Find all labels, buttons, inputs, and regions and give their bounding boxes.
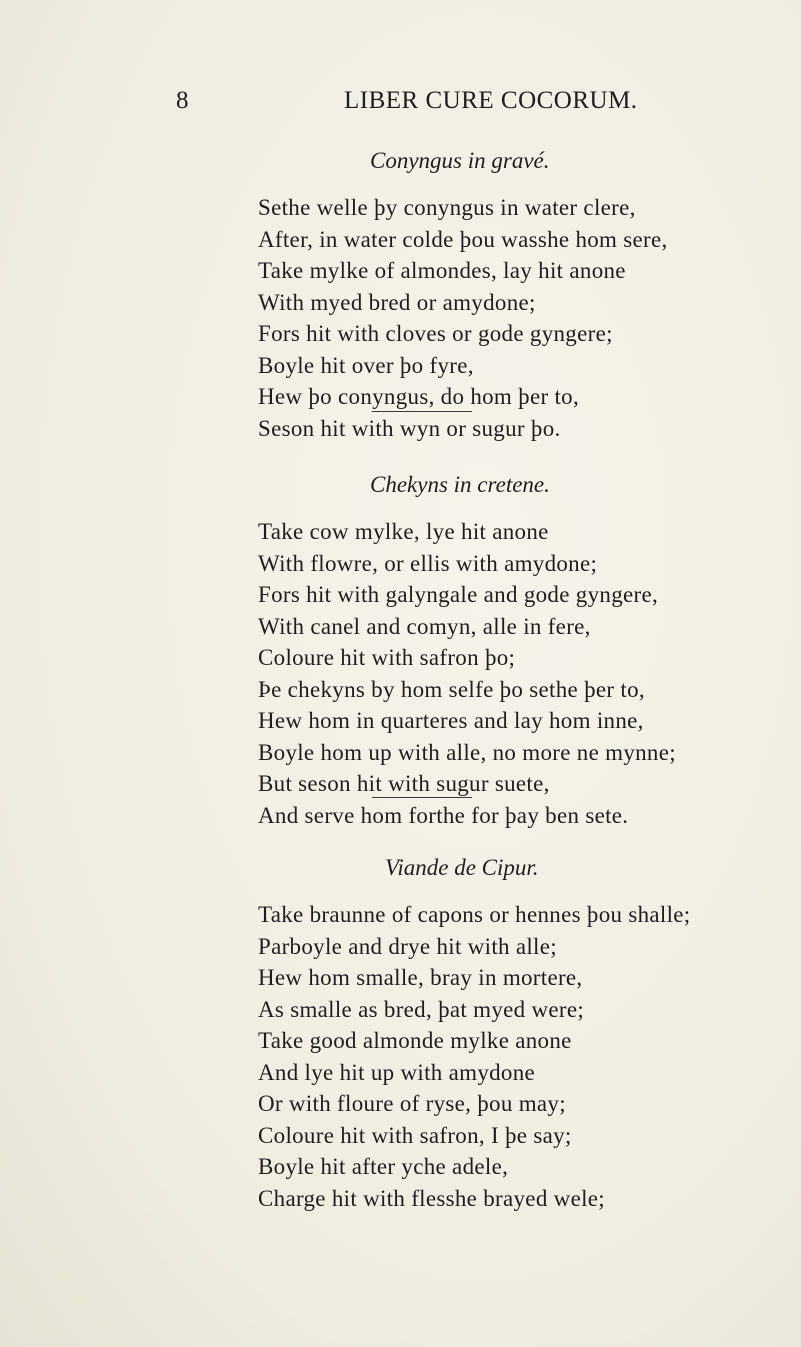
verse-line: But seson hit with sugur suete, xyxy=(258,771,550,796)
verse-line: Hew hom smalle, bray in mortere, xyxy=(258,965,583,990)
verse-line: And lye hit up with amydone xyxy=(258,1059,536,1085)
verse-line: With canel and comyn, alle in fere, xyxy=(258,613,591,639)
section-title: Chekyns in cretene. xyxy=(370,472,550,497)
verse-line: Fors hit with cloves or gode gyngere; xyxy=(258,321,613,346)
verse-line: With myed bred or amydone; xyxy=(258,289,536,315)
verse-line: With flowre, or ellis with amydone; xyxy=(258,550,598,576)
verse-line: Hew þo conyngus, do hom þer to, xyxy=(258,384,580,409)
verse-line: Charge hit with flesshe brayed wele; xyxy=(258,1185,605,1211)
recipe-chekyns xyxy=(258,470,798,831)
verse-line: Parboyle and drye hit with alle; xyxy=(258,933,557,959)
verse-line: Take good almonde mylke anone xyxy=(258,1028,572,1053)
verse-line: After, in water colde þou wasshe hom sere, xyxy=(258,226,668,252)
verse-line: Fors hit with galyngale and gode gyngere, xyxy=(258,582,659,607)
section-title: Viande de Cipur. xyxy=(385,855,539,880)
verse-line: Take braunne of capons or hennes þou shalle; xyxy=(258,902,691,927)
verse-line: Boyle hit over þo fyre, xyxy=(258,352,474,378)
recipe-conyngus xyxy=(258,146,798,444)
verse-line: As smalle as bred, þat myed were; xyxy=(258,996,585,1022)
verse-line: Take cow mylke, lye hit anone xyxy=(258,519,549,544)
verse-line: Hew hom in quarteres and lay hom inne, xyxy=(258,708,644,733)
verse-line: Coloure hit with safron, I þe say; xyxy=(258,1122,572,1148)
section-divider xyxy=(372,411,472,412)
verse-line: Sethe welle þy conyngus in water clere, xyxy=(258,195,636,220)
verse-line: Or with floure of ryse, þou may; xyxy=(258,1091,566,1116)
verse-line: Seson hit with wyn or sugur þo. xyxy=(258,415,561,441)
verse-line: Þe chekyns by hom selfe þo sethe þer to, xyxy=(258,676,645,702)
verse-line: Coloure hit with safron þo; xyxy=(258,645,516,670)
page-number: 8 xyxy=(176,87,189,114)
recipe-viande-de-cipur xyxy=(258,853,798,1214)
verse-line: Boyle hit after yche adele, xyxy=(258,1154,509,1179)
running-head: LIBER CURE COCORUM. xyxy=(344,87,638,114)
section-divider xyxy=(372,797,472,798)
verse-line: Boyle hom up with alle, no more ne mynne; xyxy=(258,739,676,765)
verse-line: And serve hom forthe for þay ben sete. xyxy=(258,802,629,828)
verse-line: Take mylke of almondes, lay hit anone xyxy=(258,258,626,283)
section-title: Conyngus in gravé. xyxy=(370,148,550,173)
